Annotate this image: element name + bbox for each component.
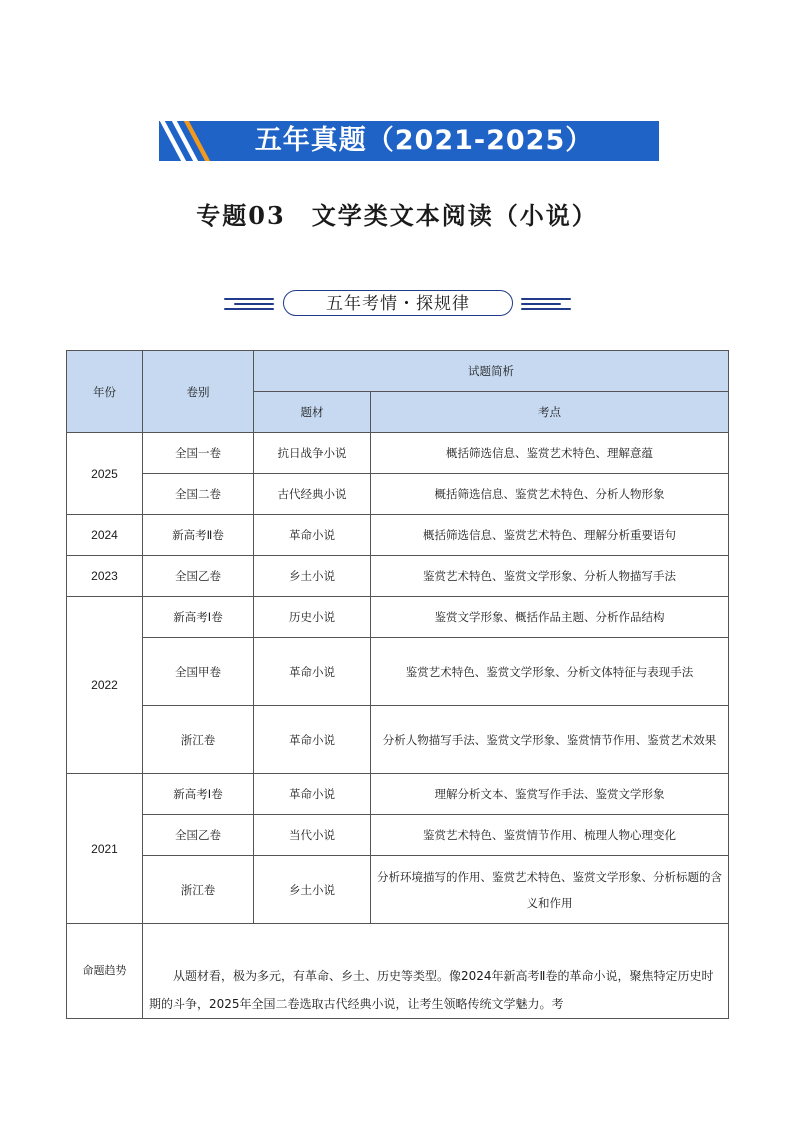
points-cell: 鉴赏文学形象、概括作品主题、分析作品结构 <box>371 597 729 638</box>
subject-cell: 革命小说 <box>254 774 371 815</box>
table-row <box>67 556 729 597</box>
title-banner <box>159 121 659 161</box>
paper-cell: 新高考Ⅱ卷 <box>143 515 254 556</box>
subject-cell: 抗日战争小说 <box>254 433 371 474</box>
year-cell: 2021 <box>67 774 143 924</box>
table-row <box>67 774 729 815</box>
paper-cell: 新高考Ⅰ卷 <box>143 597 254 638</box>
subject-cell: 当代小说 <box>254 815 371 856</box>
header-paper: 卷别 <box>143 351 254 433</box>
header-analysis: 试题简析 <box>254 351 729 392</box>
points-cell: 概括筛选信息、鉴赏艺术特色、分析人物形象 <box>371 474 729 515</box>
year-cell: 2024 <box>67 515 143 556</box>
points-cell: 鉴赏艺术特色、鉴赏情节作用、梳理人物心理变化 <box>371 815 729 856</box>
paper-cell: 全国二卷 <box>143 474 254 515</box>
subject-cell: 乡土小说 <box>254 556 371 597</box>
heading-decoration-right <box>521 298 571 310</box>
section-heading <box>0 290 794 320</box>
topic-subtitle: 专题03 文学类文本阅读（小说） <box>196 201 598 230</box>
subject-cell: 革命小说 <box>254 638 371 706</box>
trend-row <box>67 924 729 1019</box>
paper-cell: 全国乙卷 <box>143 815 254 856</box>
banner-title: 五年真题（2021-2025） <box>254 125 594 156</box>
points-cell: 鉴赏艺术特色、鉴赏文学形象、分析人物描写手法 <box>371 556 729 597</box>
subject-cell: 革命小说 <box>254 706 371 774</box>
header-subject: 题材 <box>254 392 371 433</box>
table-row <box>67 638 729 706</box>
header-year: 年份 <box>67 351 143 433</box>
table-row <box>67 515 729 556</box>
points-cell: 概括筛选信息、鉴赏艺术特色、理解分析重要语句 <box>371 515 729 556</box>
subject-cell: 古代经典小说 <box>254 474 371 515</box>
year-cell: 2023 <box>67 556 143 597</box>
header-points: 考点 <box>371 392 729 433</box>
subject-cell: 乡土小说 <box>254 856 371 924</box>
table-row <box>67 597 729 638</box>
paper-cell: 新高考Ⅰ卷 <box>143 774 254 815</box>
paper-cell: 全国甲卷 <box>143 638 254 706</box>
table-row <box>67 706 729 774</box>
points-cell: 理解分析文本、鉴赏写作手法、鉴赏文学形象 <box>371 774 729 815</box>
subject-cell: 革命小说 <box>254 515 371 556</box>
points-cell: 概括筛选信息、鉴赏艺术特色、理解意蕴 <box>371 433 729 474</box>
paper-cell: 浙江卷 <box>143 856 254 924</box>
subject-cell: 历史小说 <box>254 597 371 638</box>
year-cell: 2025 <box>67 433 143 515</box>
section-heading-label: 五年考情・探规律 <box>283 290 513 316</box>
trend-text: 从题材看，极为多元，有革命、乡土、历史等类型。像2024年新高考Ⅱ卷的革命小说，聚焦特定历史时期的斗争，2025年全国二卷选取古代经典小说，让考生领略传统文学魅力。考 <box>143 924 729 1019</box>
year-cell: 2022 <box>67 597 143 774</box>
table-row <box>67 856 729 924</box>
trend-label: 命题趋势 <box>67 924 143 1019</box>
heading-decoration-left <box>224 298 274 310</box>
points-cell: 鉴赏艺术特色、鉴赏文学形象、分析文体特征与表现手法 <box>371 638 729 706</box>
table-row <box>67 474 729 515</box>
paper-cell: 全国乙卷 <box>143 556 254 597</box>
points-cell: 分析环境描写的作用、鉴赏艺术特色、鉴赏文学形象、分析标题的含义和作用 <box>371 856 729 924</box>
exam-analysis-table <box>66 350 729 1019</box>
points-cell: 分析人物描写手法、鉴赏文学形象、鉴赏情节作用、鉴赏艺术效果 <box>371 706 729 774</box>
table-row <box>67 815 729 856</box>
paper-cell: 全国一卷 <box>143 433 254 474</box>
paper-cell: 浙江卷 <box>143 706 254 774</box>
table-row <box>67 433 729 474</box>
